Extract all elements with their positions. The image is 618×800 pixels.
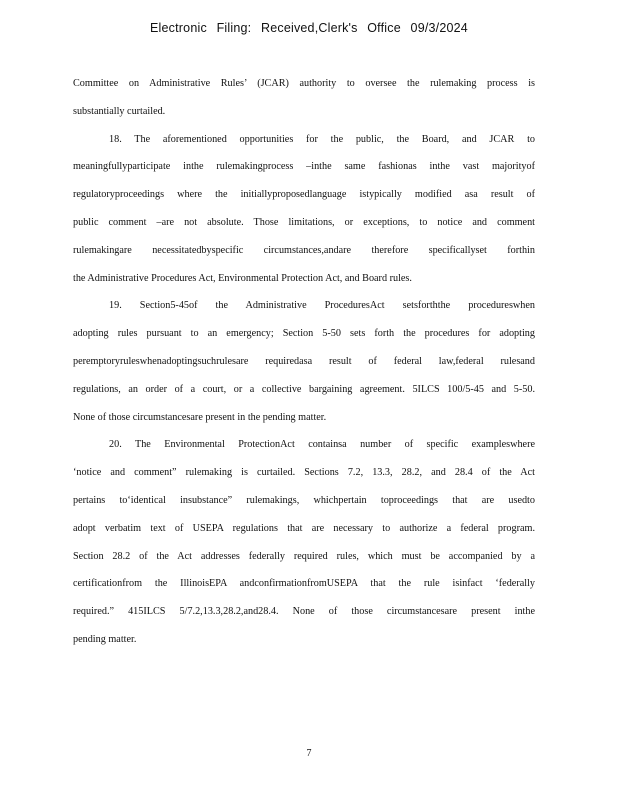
text-line: substantially curtailed. (73, 105, 166, 117)
text-line: Section 28.2 of the Act addresses federally required rules, which must be accompanied by a (73, 550, 535, 562)
text-line: None of those circumstancesare present in the pending matter. (73, 411, 327, 423)
text-line: Committee on Administrative Rules’ (JCAR) authority to oversee the rulemaking process is (73, 78, 535, 89)
paragraph-20 (73, 431, 535, 653)
text-line: 19. Section5-45of the Administrative ProceduresAct setsforththe procedureswhen (109, 300, 535, 312)
paragraph-18 (73, 126, 535, 293)
text-line: adopt verbatim text of USEPA regulations that are necessary to authorize a federal program. (73, 522, 535, 534)
page-number: 7 (306, 748, 312, 759)
text-line: meaningfullyparticipate inthe rulemakingprocess –inthe same fashionas inthe vast majorityof (73, 161, 535, 173)
text-line: regulatoryproceedings where the initiallyproposedlanguage istypically modified asa result of (73, 189, 535, 201)
text-line: public comment –are not absolute. Those limitations, or exceptions, to notice and comment (73, 216, 535, 228)
text-line: the Administrative Procedures Act, Environmental Protection Act, and Board rules. (73, 272, 412, 284)
text-line: 20. The Environmental ProtectionAct containsa number of specific exampleswhere (109, 439, 535, 451)
text-line: 18. The aforementioned opportunities for the public, the Board, and JCAR to (109, 133, 535, 145)
text-line: pertains to‘identical insubstance” rulemakings, whichpertain toproceedings that are usedto (73, 494, 535, 506)
text-line: pending matter. (73, 633, 137, 645)
text-line: ‘notice and comment” rulemaking is curtailed. Sections 7.2, 13.3, 28.2, and 28.4 of the Act (73, 467, 535, 479)
document-body (73, 70, 535, 654)
filing-header: Electronic Filing: Received,Clerk's Office 09/3/2024 (150, 21, 468, 35)
text-line: certificationfrom the IllinoisEPA andconfirmationfromUSEPA that the rule isinfact ‘federally (73, 578, 535, 590)
text-line: regulations, an order of a court, or a collective bargaining agreement. 5ILCS 100/5-45 and 5-50. (73, 383, 535, 395)
text-line: adopting rules pursuant to an emergency; Section 5-50 sets forth the procedures for adopting (73, 328, 535, 340)
text-line: rulemakingare necessitatedbyspecific circumstances,andare therefore specificallyset forthin (73, 244, 535, 256)
paragraph-19 (73, 292, 535, 431)
text-line: peremptoryruleswhenadoptingsuchrulesare requiredasa result of federal law,federal rulesand (73, 355, 535, 367)
text-line: required.” 415ILCS 5/7.2,13.3,28.2,and28.4. None of those circumstancesare present inthe (73, 606, 535, 618)
paragraph (73, 70, 535, 126)
